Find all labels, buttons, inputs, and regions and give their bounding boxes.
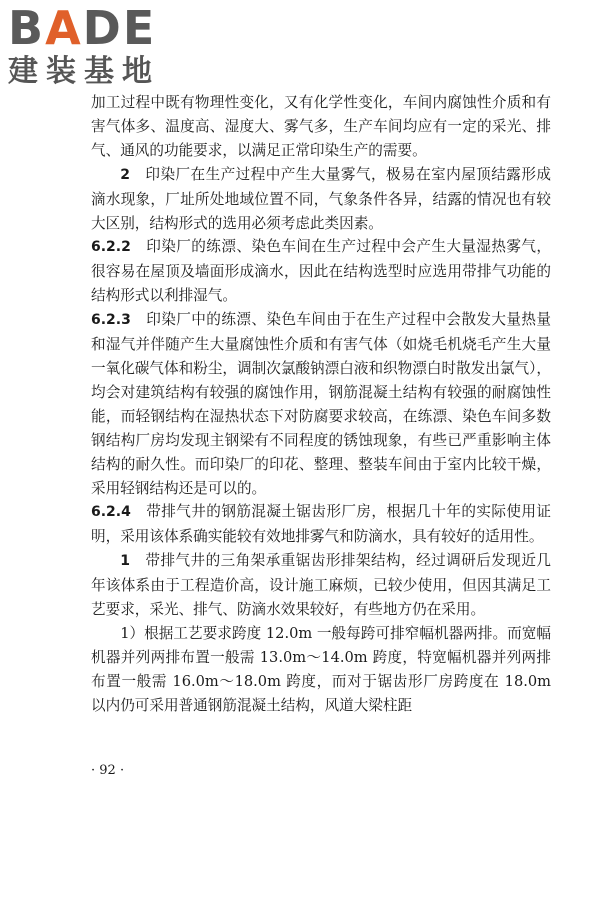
document-body <box>91 91 551 718</box>
page-number: · 92 · <box>91 763 125 778</box>
paragraph-continuation <box>91 91 551 163</box>
paragraph-text: 带排气井的三角架承重锯齿形排架结构，经过调研后发现近几年该体系由于工程造价高，设计施工麻烦，已较少使用，但因其满足工艺要求，采光、排气、防滴水效果较好，有些地方仍在采用。 <box>91 552 551 619</box>
item-number: 1 <box>120 553 130 570</box>
paragraph-text: 带排气井的钢筋混凝土锯齿形厂房，根据几十年的实际使用证明，采用该体系确实能较有效地排雾气和防滴水，具有较好的适用性。 <box>91 503 551 546</box>
paragraph-text: 加工过程中既有物理性变化，又有化学性变化，车间内腐蚀性介质和有害气体多、温度高、湿度大、雾气多，生产车间均应有一定的采光、排气、通风的功能要求，以满足正常印染生产的需要。 <box>91 94 551 159</box>
clause-number: 6.2.3 <box>91 312 131 329</box>
paragraph-text: 印染厂中的练漂、染色车间由于在生产过程中会散发大量热量和湿气并伴随产生大量腐蚀性介质和有害气体（如烧毛机烧毛产生大量一氧化碳气体和粉尘，调制次氯酸钠漂白液和织物漂白时散发出氯气），均会对建筑结构有较强的腐蚀作用，钢筋混凝土结构有较强的耐腐蚀性能，而轻钢结构在湿热状态下对防腐要求较高，在练漂、染色车间多数钢结构厂房均发现主钢梁有不同程度的锈蚀现象，有些已严重影响主体结构的耐久性。而印染厂的印花、整理、整装车间由于室内比较干燥，采用轻钢结构还是可以的。 <box>91 311 551 497</box>
paragraph-text: 印染厂在生产过程中产生大量雾气，极易在室内屋顶结露形成滴水现象，厂址所处地域位置不同，气象条件各异，结露的情况也有较大区别，结构形式的选用必须考虑此类因素。 <box>91 165 551 232</box>
logo-accent-letter: A <box>45 1 83 55</box>
clause-6-2-2 <box>91 235 551 308</box>
clause-number: 6.2.4 <box>91 504 131 521</box>
paragraph-text: 1）根据工艺要求跨度 12.0m 一般每跨可排窄幅机器两排。而宽幅机器并列两排布置一般需 13.0m～14.0m 跨度，特宽幅机器并列两排布置一般需 16.0m～18.0m 跨度，而对于锯齿形厂房跨度在 18.0m 以内仍可采用普通钢筋混凝土结构，风道大梁柱距 <box>91 624 551 714</box>
logo-wordmark <box>8 1 178 55</box>
clause-6-2-4 <box>91 500 551 549</box>
site-logo <box>8 1 178 94</box>
paragraph-subitem-1 <box>91 622 551 718</box>
logo-subtitle: 建装基地 <box>8 54 160 89</box>
item-number: 2 <box>120 166 130 183</box>
logo-letters-before: B <box>8 1 46 55</box>
paragraph-item-2 <box>91 163 551 236</box>
clause-number: 6.2.2 <box>91 239 131 256</box>
paragraph-text: 印染厂的练漂、染色车间在生产过程中会产生大量湿热雾气，很容易在屋顶及墙面形成滴水，因此在结构选型时应选用带排气功能的结构形式以利排湿气。 <box>91 238 551 305</box>
paragraph-item-1 <box>91 549 551 622</box>
logo-letters-after: DE <box>82 1 157 55</box>
clause-6-2-3 <box>91 308 551 500</box>
